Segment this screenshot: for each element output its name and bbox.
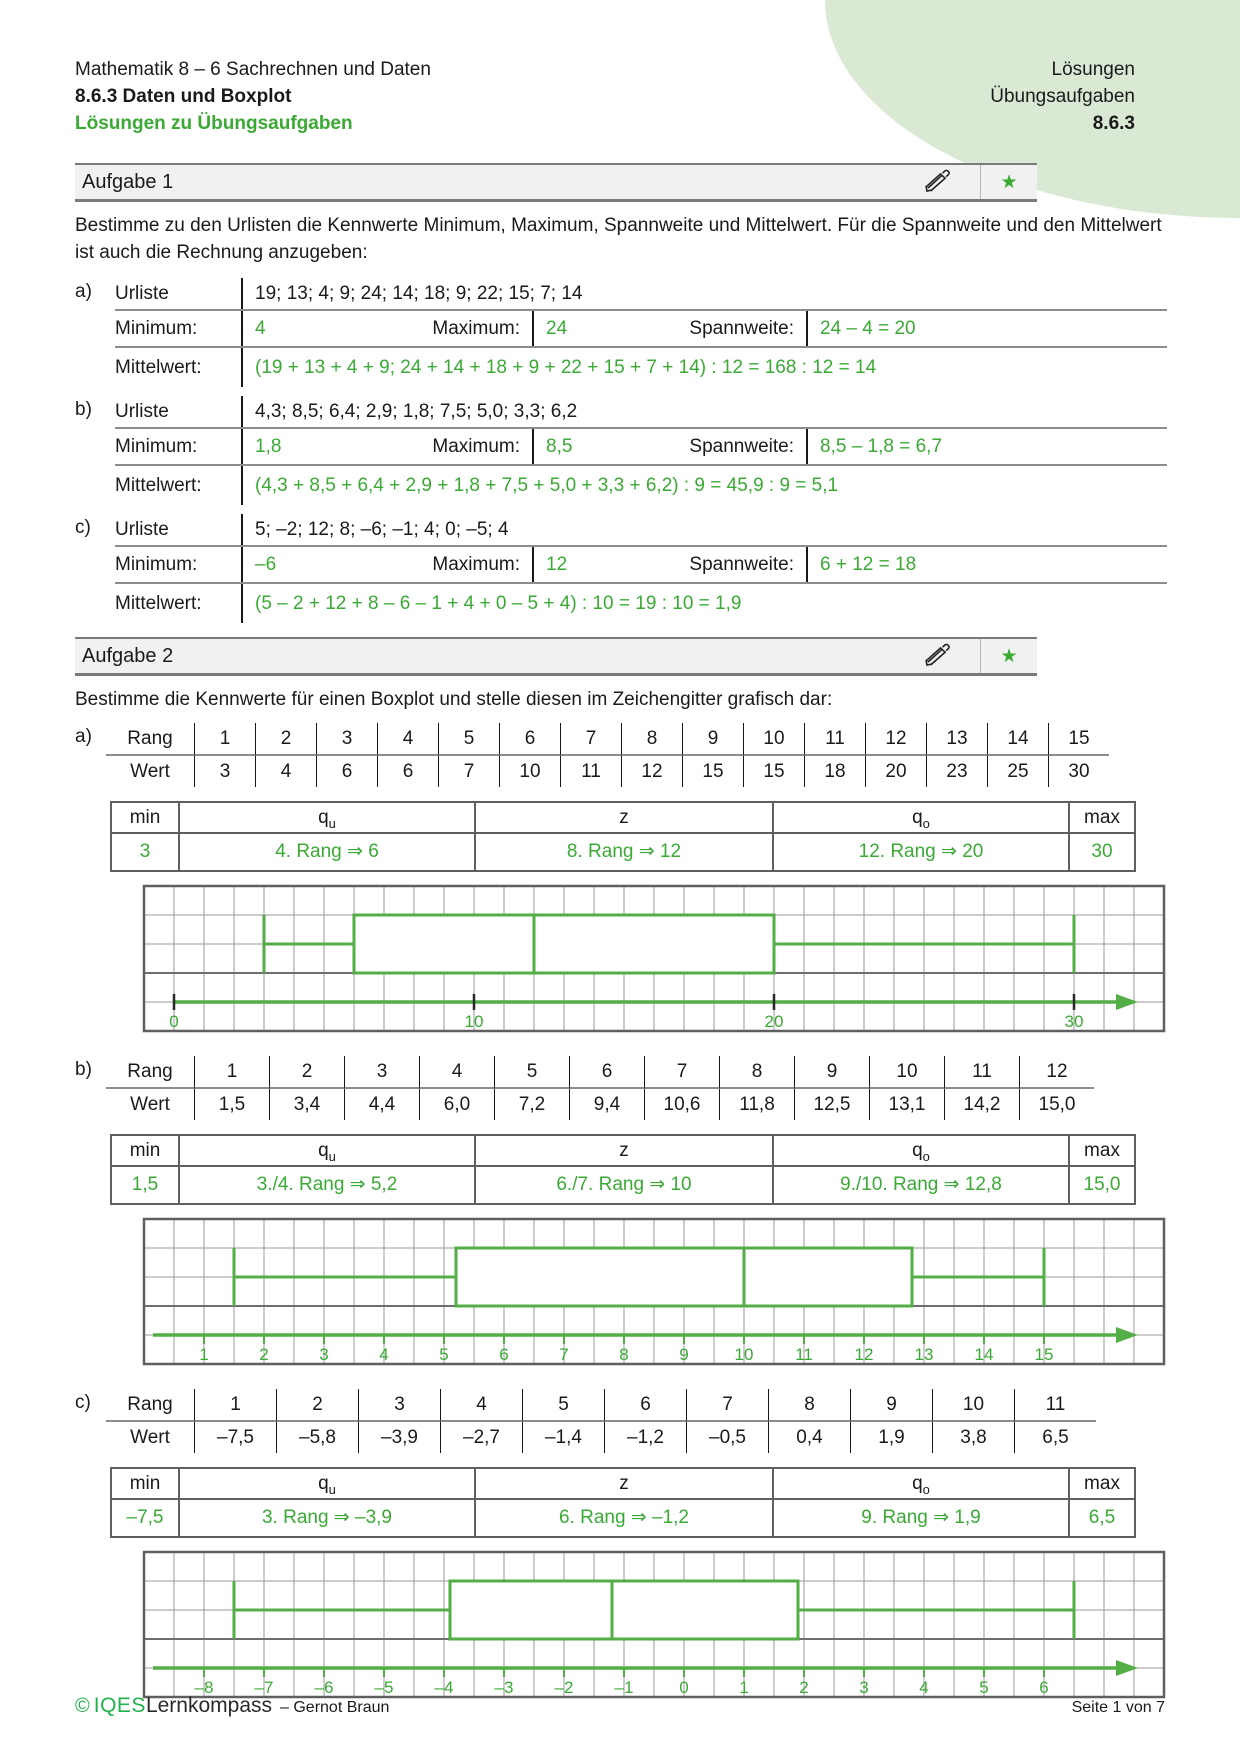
kennwerte-header-qu: $q_u$ [178, 1469, 474, 1500]
urliste-table [115, 514, 1167, 623]
minimum-label: Minimum: [115, 435, 198, 457]
kennwerte-min: –7,5 [126, 1507, 164, 1528]
rang-cell: 2 [269, 1056, 344, 1089]
rang-cell: 3 [358, 1389, 440, 1422]
kennwerte-qu: 4. Rang ⇒ 6 [178, 834, 474, 870]
minimum-label: Minimum: [115, 317, 198, 339]
boxplot-box [354, 915, 774, 973]
axis-tick-label: 1 [199, 1345, 209, 1364]
kennwerte-qu: 3. Rang ⇒ –3,9 [178, 1500, 474, 1536]
wert-cell: –5,8 [276, 1422, 358, 1453]
wert-cell: –1,2 [604, 1422, 686, 1453]
task2-header-bar [75, 637, 1037, 676]
wert-cell: 23 [926, 756, 987, 787]
wert-cell: –1,4 [522, 1422, 604, 1453]
pencil-icon [922, 643, 952, 669]
urliste-label: Urliste [115, 518, 169, 540]
axis-tick-label: 12 [854, 1345, 874, 1364]
axis-tick-label: –1 [614, 1678, 634, 1697]
item-key: c) [75, 517, 91, 538]
rang-cell: 7 [644, 1056, 719, 1089]
mittelwert-value: (19 + 13 + 4 + 9; 24 + 14 + 18 + 9 + 22 + 15 + 7 + 14) : 12 = 168 : 12 = 14 [241, 348, 1167, 387]
axis-tick-label: 2 [259, 1345, 269, 1364]
kennwerte-header-qo: $q_o$ [772, 803, 1068, 834]
rang-wert-table [106, 1389, 1167, 1453]
header-right-line3: 8.6.3 [1092, 113, 1135, 134]
kennwerte-min: 1,5 [131, 1174, 159, 1195]
urliste-label: Urliste [115, 282, 169, 304]
rang-cell: 10 [869, 1056, 944, 1089]
task1-item-b [75, 396, 1167, 505]
kennwerte-z: 8. Rang ⇒ 12 [474, 834, 772, 870]
wert-cell: 11,8 [719, 1089, 794, 1120]
axis-tick-label: –5 [374, 1678, 394, 1697]
wert-cell: 11 [560, 756, 621, 787]
axis-tick-label: 3 [319, 1345, 329, 1364]
axis-tick-label: 0 [679, 1678, 689, 1697]
axis-tick-label: 14 [974, 1345, 994, 1364]
page-content [75, 0, 1167, 1722]
header-solutions-label: Lösungen zu Übungsaufgaben [75, 113, 353, 134]
axis-arrow [1116, 1327, 1138, 1343]
axis-tick-label: 5 [979, 1678, 989, 1697]
rang-cell: 9 [682, 723, 743, 756]
item-key: a) [75, 281, 92, 302]
urliste-values: 4,3; 8,5; 6,4; 2,9; 1,8; 7,5; 5,0; 3,3; 6,2 [241, 396, 1167, 427]
rang-cell: 2 [255, 723, 316, 756]
rang-cell: 5 [494, 1056, 569, 1089]
rang-cell: 9 [794, 1056, 869, 1089]
header-right-line1: Lösungen [1051, 59, 1135, 80]
wert-cell: 4 [255, 756, 316, 787]
rang-cell: 7 [686, 1389, 768, 1422]
task2-title: Aufgabe 2 [82, 644, 174, 667]
axis-tick-label: 7 [559, 1345, 569, 1364]
axis-tick-label: 13 [914, 1345, 934, 1364]
axis-tick-label: 6 [499, 1345, 509, 1364]
rang-cell: 4 [419, 1056, 494, 1089]
wert-cell: 10 [499, 756, 560, 787]
kennwerte-header-max: max [1068, 803, 1134, 834]
task1-description: Bestimme zu den Urlisten die Kennwerte Minimum, Maximum, Spannweite und Mittelwert. Für die Spannweite und den Mittelwert ist auch die Rechnung anzugeben: [75, 215, 1162, 263]
wert-row-label: Wert [130, 1427, 170, 1448]
rang-cell: 3 [344, 1056, 419, 1089]
wert-cell: 14,2 [944, 1089, 1019, 1120]
axis-tick-label: –8 [194, 1678, 214, 1697]
rang-cell: 12 [865, 723, 926, 756]
task2-item-b [75, 1056, 1167, 1389]
rang-cell: 14 [987, 723, 1048, 756]
kennwerte-max: 6,5 [1068, 1500, 1134, 1536]
rang-cell: 13 [926, 723, 987, 756]
maximum-label: Maximum: [432, 317, 520, 339]
rang-cell: 5 [522, 1389, 604, 1422]
axis-tick-label: 11 [795, 1345, 813, 1364]
rang-cell: 2 [276, 1389, 358, 1422]
rang-cell: 4 [377, 723, 438, 756]
wert-cell: 4,4 [344, 1089, 419, 1120]
header-right-line2: Übungsaufgaben [990, 86, 1135, 107]
boxplot-box [450, 1581, 798, 1639]
rang-cell: 11 [804, 723, 865, 756]
rang-wert-table [106, 1056, 1167, 1120]
mittelwert-label: Mittelwert: [115, 592, 202, 614]
page-number: Seite 1 von 7 [1071, 1699, 1165, 1716]
rang-row-label: Rang [106, 1389, 194, 1422]
axis-tick-label: –3 [494, 1678, 514, 1697]
spannweite-label: Spannweite: [689, 553, 794, 575]
wert-cell: 6,5 [1014, 1422, 1096, 1453]
wert-cell: 3 [194, 756, 255, 787]
wert-row-label: Wert [130, 761, 170, 782]
mittelwert-value: (5 – 2 + 12 + 8 – 6 – 1 + 4 + 0 – 5 + 4) : 10 = 19 : 10 = 1,9 [241, 584, 1167, 623]
kennwerte-z: 6. Rang ⇒ –1,2 [474, 1500, 772, 1536]
item-key: c) [75, 1392, 91, 1413]
task1-title: Aufgabe 1 [82, 170, 174, 193]
iqes-logo: IQES [93, 1694, 146, 1717]
axis-arrow [1116, 994, 1138, 1010]
axis-tick-label: 1 [739, 1678, 749, 1697]
mittelwert-label: Mittelwert: [115, 474, 202, 496]
kennwerte-header-z: z [474, 803, 772, 834]
axis-tick-label: –2 [554, 1678, 574, 1697]
spannweite-label: Spannweite: [689, 435, 794, 457]
maximum-value: 8,5 [532, 429, 689, 464]
axis-tick-label: 0 [169, 1012, 179, 1031]
lernkompass-logo: Lernkompass [145, 1694, 272, 1717]
wert-cell: 20 [865, 756, 926, 787]
kennwerte-header-min: min [112, 1136, 178, 1167]
axis-tick-label: 2 [799, 1678, 809, 1697]
rang-cell: 8 [621, 723, 682, 756]
wert-cell: 1,9 [850, 1422, 932, 1453]
star-icon: ★ [1000, 645, 1018, 667]
rang-cell: 3 [316, 723, 377, 756]
rang-cell: 10 [932, 1389, 1014, 1422]
wert-cell: 3,4 [269, 1089, 344, 1120]
kennwerte-header-qu: $q_u$ [178, 1136, 474, 1167]
kennwerte-qo: 9. Rang ⇒ 1,9 [772, 1500, 1068, 1536]
kennwerte-table [110, 1134, 1136, 1205]
header-chapter: 8.6.3 Daten und Boxplot [75, 86, 292, 107]
task2-item-c [75, 1389, 1167, 1722]
wert-cell: –2,7 [440, 1422, 522, 1453]
copyright-icon: © [75, 1695, 90, 1717]
rang-cell: 12 [1019, 1056, 1094, 1089]
axis-tick-label: 10 [464, 1012, 484, 1031]
task1-header-bar [75, 163, 1037, 202]
wert-cell: 15,0 [1019, 1089, 1094, 1120]
spannweite-value: 8,5 – 1,8 = 6,7 [806, 429, 1167, 464]
maximum-value: 24 [532, 311, 689, 346]
wert-cell: 3,8 [932, 1422, 1014, 1453]
urliste-label: Urliste [115, 400, 169, 422]
kennwerte-header-z: z [474, 1136, 772, 1167]
kennwerte-max: 30 [1068, 834, 1134, 870]
boxplot-grid [141, 883, 1167, 1034]
urliste-table [115, 396, 1167, 505]
rang-cell: 8 [719, 1056, 794, 1089]
wert-cell: –3,9 [358, 1422, 440, 1453]
wert-cell: 30 [1048, 756, 1109, 787]
wert-cell: 9,4 [569, 1089, 644, 1120]
axis-tick-label: –6 [314, 1678, 334, 1697]
wert-cell: 6 [377, 756, 438, 787]
rang-cell: 15 [1048, 723, 1109, 756]
kennwerte-header-min: min [112, 1469, 178, 1500]
rang-cell: 10 [743, 723, 804, 756]
rang-cell: 9 [850, 1389, 932, 1422]
pencil-icon [922, 169, 952, 195]
axis-arrow [1116, 1660, 1138, 1676]
rang-row-label: Rang [106, 1056, 194, 1089]
kennwerte-header-qo: $q_o$ [772, 1136, 1068, 1167]
task2-item-a [75, 723, 1167, 1056]
rang-wert-table [106, 723, 1167, 787]
axis-tick-label: –4 [434, 1678, 454, 1697]
wert-cell: –0,5 [686, 1422, 768, 1453]
axis-tick-label: 4 [379, 1345, 389, 1364]
star-icon: ★ [1000, 171, 1018, 193]
axis-tick-label: 5 [439, 1345, 449, 1364]
kennwerte-qo: 12. Rang ⇒ 20 [772, 834, 1068, 870]
axis-tick-label: –7 [254, 1678, 274, 1697]
wert-cell: 15 [682, 756, 743, 787]
kennwerte-header-qo: $q_o$ [772, 1469, 1068, 1500]
axis-tick-label: 15 [1034, 1345, 1054, 1364]
rang-cell: 11 [944, 1056, 1019, 1089]
rang-cell: 8 [768, 1389, 850, 1422]
kennwerte-header-max: max [1068, 1469, 1134, 1500]
kennwerte-header-max: max [1068, 1136, 1134, 1167]
boxplot-grid [141, 1549, 1167, 1700]
header-subject: Mathematik 8 – 6 Sachrechnen und Daten [75, 59, 431, 80]
axis-tick-label: 30 [1064, 1012, 1084, 1031]
wert-cell: 12,5 [794, 1089, 869, 1120]
rang-cell: 5 [438, 723, 499, 756]
kennwerte-min: 3 [139, 841, 151, 862]
rang-cell: 6 [499, 723, 560, 756]
wert-row-label: Wert [130, 1094, 170, 1115]
minimum-label: Minimum: [115, 553, 198, 575]
boxplot-grid-svg [141, 1549, 1167, 1700]
kennwerte-table [110, 801, 1136, 872]
footer-author: – Gernot Braun [280, 1699, 390, 1716]
kennwerte-header-z: z [474, 1469, 772, 1500]
rang-cell: 11 [1014, 1389, 1096, 1422]
wert-cell: 6 [316, 756, 377, 787]
rang-cell: 4 [440, 1389, 522, 1422]
axis-tick-label: 9 [679, 1345, 689, 1364]
wert-cell: 15 [743, 756, 804, 787]
boxplot-grid [141, 1216, 1167, 1367]
wert-cell: 13,1 [869, 1089, 944, 1120]
kennwerte-qo: 9./10. Rang ⇒ 12,8 [772, 1167, 1068, 1203]
rang-cell: 1 [194, 1056, 269, 1089]
rang-cell: 6 [604, 1389, 686, 1422]
mittelwert-value: (4,3 + 8,5 + 6,4 + 2,9 + 1,8 + 7,5 + 5,0 + 3,3 + 6,2) : 9 = 45,9 : 9 = 5,1 [241, 466, 1167, 505]
axis-tick-label: 4 [919, 1678, 929, 1697]
boxplot-grid-svg [141, 883, 1167, 1034]
maximum-value: 12 [532, 547, 689, 582]
task1-item-a [75, 278, 1167, 387]
wert-cell: 10,6 [644, 1089, 719, 1120]
maximum-label: Maximum: [432, 553, 520, 575]
rang-cell: 7 [560, 723, 621, 756]
rang-cell: 1 [194, 1389, 276, 1422]
rang-row-label: Rang [106, 723, 194, 756]
wert-cell: –7,5 [194, 1422, 276, 1453]
task1-item-c [75, 514, 1167, 623]
axis-tick-label: 6 [1039, 1678, 1049, 1697]
item-key: b) [75, 1059, 92, 1080]
spannweite-label: Spannweite: [689, 317, 794, 339]
rang-cell: 1 [194, 723, 255, 756]
wert-cell: 6,0 [419, 1089, 494, 1120]
footer [75, 1694, 1165, 1718]
wert-cell: 1,5 [194, 1089, 269, 1120]
rang-cell: 6 [569, 1056, 644, 1089]
urliste-values: 5; –2; 12; 8; –6; –1; 4; 0; –5; 4 [241, 514, 1167, 545]
kennwerte-qu: 3./4. Rang ⇒ 5,2 [178, 1167, 474, 1203]
wert-cell: 18 [804, 756, 865, 787]
urliste-values: 19; 13; 4; 9; 24; 14; 18; 9; 22; 15; 7; 14 [241, 278, 1167, 309]
wert-cell: 7 [438, 756, 499, 787]
axis-tick-label: 8 [619, 1345, 629, 1364]
kennwerte-z: 6./7. Rang ⇒ 10 [474, 1167, 772, 1203]
item-key: a) [75, 726, 92, 747]
kennwerte-table [110, 1467, 1136, 1538]
wert-cell: 0,4 [768, 1422, 850, 1453]
boxplot-box [456, 1248, 912, 1306]
item-key: b) [75, 399, 92, 420]
minimum-value: –6 [241, 547, 432, 582]
header-left [75, 56, 1167, 137]
kennwerte-header-qu: $q_u$ [178, 803, 474, 834]
axis-tick-label: 20 [764, 1012, 784, 1031]
kennwerte-max: 15,0 [1068, 1167, 1134, 1203]
boxplot-grid-svg [141, 1216, 1167, 1367]
wert-cell: 7,2 [494, 1089, 569, 1120]
wert-cell: 12 [621, 756, 682, 787]
axis-tick-label: 10 [734, 1345, 754, 1364]
urliste-table [115, 278, 1167, 387]
axis-tick-label: 3 [859, 1678, 869, 1697]
spannweite-value: 24 – 4 = 20 [806, 311, 1167, 346]
wert-cell: 25 [987, 756, 1048, 787]
mittelwert-label: Mittelwert: [115, 356, 202, 378]
task2-description: Bestimme die Kennwerte für einen Boxplot und stelle diesen im Zeichengitter grafisch dar: [75, 689, 833, 710]
minimum-value: 1,8 [241, 429, 432, 464]
minimum-value: 4 [241, 311, 432, 346]
maximum-label: Maximum: [432, 435, 520, 457]
kennwerte-header-min: min [112, 803, 178, 834]
spannweite-value: 6 + 12 = 18 [806, 547, 1167, 582]
